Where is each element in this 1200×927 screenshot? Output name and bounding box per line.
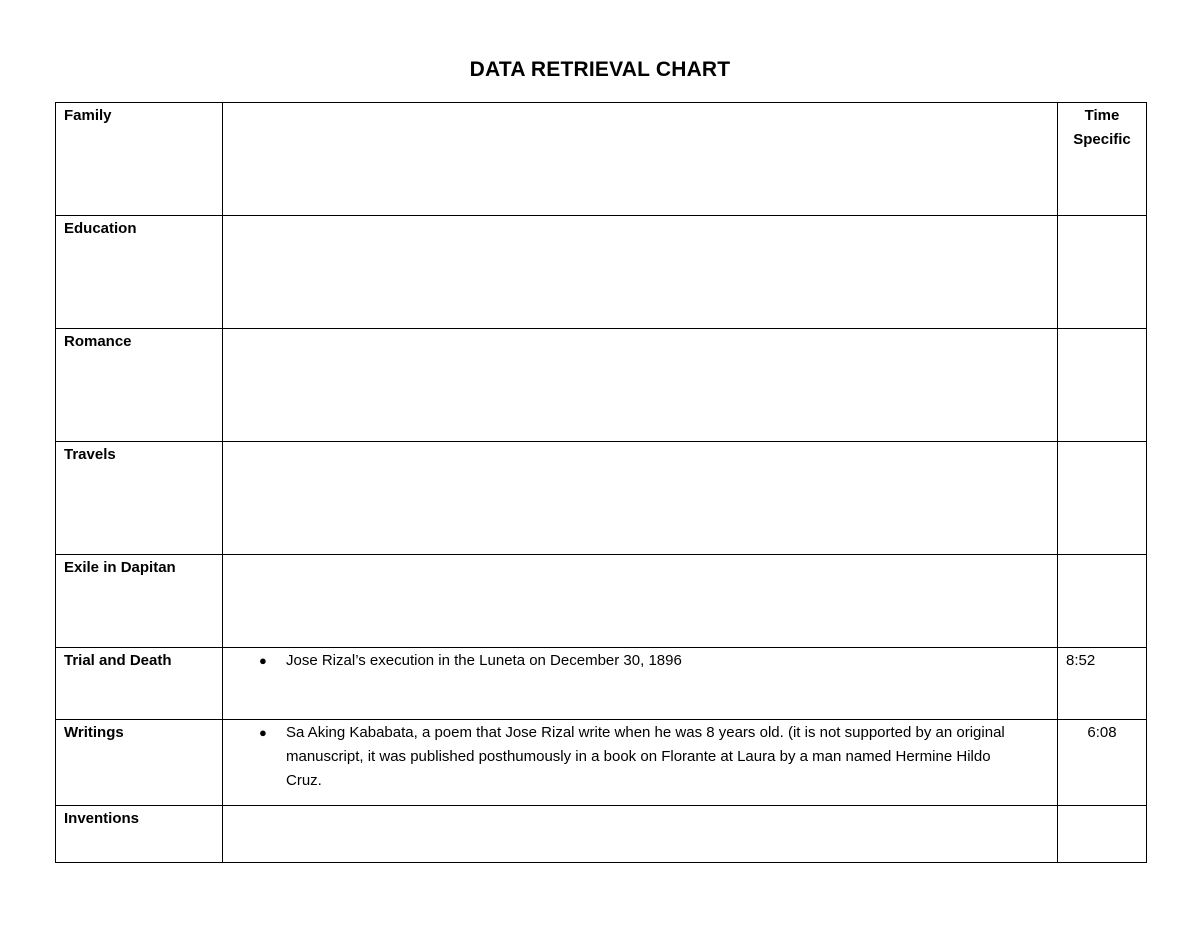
row-time-cell: [1058, 720, 1147, 806]
bullet-item: [223, 648, 1057, 673]
table-row: [56, 216, 1147, 329]
row-time-cell: [1058, 806, 1147, 863]
table-row: [56, 103, 1147, 216]
row-time-cell: [1058, 648, 1147, 720]
row-label-cell: [56, 329, 223, 442]
row-content-cell: [223, 216, 1058, 329]
row-label-cell: [56, 555, 223, 648]
time-value: 8:52: [1066, 652, 1096, 669]
table-row: [56, 648, 1147, 720]
row-time-cell: [1058, 329, 1147, 442]
row-label-cell: [56, 216, 223, 329]
row-time-cell: [1058, 216, 1147, 329]
row-time-cell: [1058, 555, 1147, 648]
row-label-cell: [56, 806, 223, 863]
row-label-writings: Writings: [64, 724, 124, 741]
table-row: [56, 806, 1147, 863]
row-label-inventions: Inventions: [64, 810, 140, 827]
table-row: [56, 720, 1147, 806]
row-label-exile: Exile in Dapitan: [64, 559, 176, 576]
time-header-cell: [1058, 103, 1147, 216]
row-label-cell: [56, 720, 223, 806]
row-content-cell: [223, 720, 1058, 806]
row-label-cell: [56, 648, 223, 720]
row-label-education: Education: [64, 220, 137, 237]
row-label-romance: Romance: [64, 333, 132, 350]
row-label-trial: Trial and Death: [64, 652, 172, 669]
bullet-text: Jose Rizal’s execution in the Luneta on December 30, 1896: [286, 652, 682, 669]
row-time-cell: [1058, 442, 1147, 555]
bullet-icon: ●: [259, 653, 267, 668]
time-specific-header: Time Specific: [1073, 107, 1131, 148]
row-content-cell: [223, 555, 1058, 648]
page-title: DATA RETRIEVAL CHART: [469, 58, 731, 81]
bullet-icon: ●: [259, 725, 267, 740]
row-content-cell: [223, 806, 1058, 863]
row-content-cell: [223, 329, 1058, 442]
time-value: 6:08: [1087, 724, 1117, 741]
row-label-travels: Travels: [64, 446, 116, 463]
row-label-family: Family: [64, 107, 112, 124]
row-label-cell: [56, 442, 223, 555]
bullet-text: Sa Aking Kababata, a poem that Jose Rizal write when he was 8 years old. (it is not supported by an original manuscript, it was published posthumously in a book on Florante at Laura by a man named Hermine Hildo Cruz.: [286, 724, 1005, 789]
bullet-item: [223, 720, 1057, 793]
data-retrieval-table: [55, 102, 1147, 863]
table-row: [56, 442, 1147, 555]
row-content-cell: [223, 103, 1058, 216]
row-content-cell: [223, 442, 1058, 555]
table-row: [56, 329, 1147, 442]
table-row: [56, 555, 1147, 648]
row-content-cell: [223, 648, 1058, 720]
row-label-cell: [56, 103, 223, 216]
